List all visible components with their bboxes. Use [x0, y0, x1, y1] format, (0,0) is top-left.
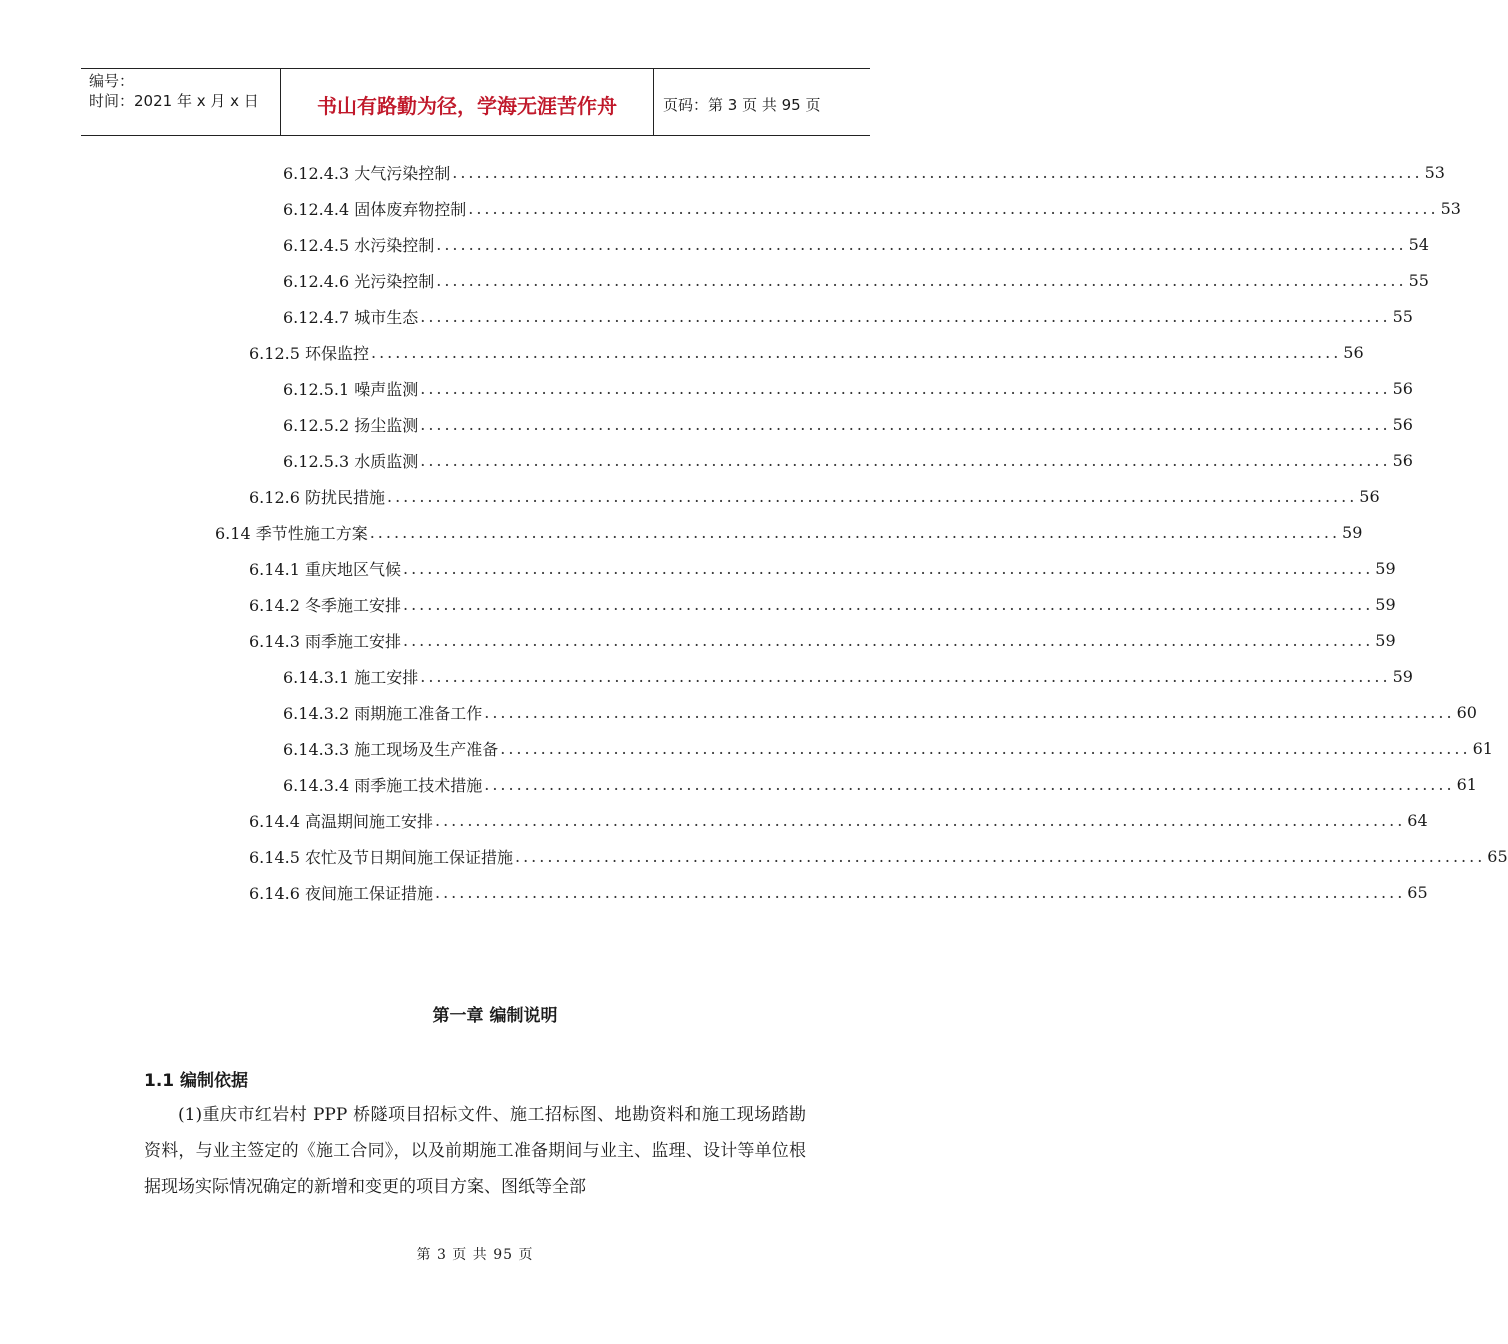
- chapter-title: 第一章 编制说明: [432, 1006, 558, 1026]
- toc-entry-page: 65: [1487, 846, 1508, 866]
- toc-entry-label: 6.14.5 农忙及节日期间施工保证措施: [249, 847, 513, 867]
- toc-leader-dots: ........................................................................................................................: [436, 270, 1407, 290]
- toc-entry[interactable]: [283, 370, 1413, 406]
- toc-entry[interactable]: [283, 262, 1429, 298]
- toc-entry-page: 60: [1456, 702, 1477, 722]
- toc-entry-page: 56: [1392, 378, 1413, 398]
- toc-entry[interactable]: [283, 226, 1429, 262]
- toc-leader-dots: ........................................................................................................................: [420, 306, 1391, 326]
- toc-entry-label: 6.12.5.3 水质监测: [283, 451, 419, 471]
- toc-leader-dots: ........................................................................................................................: [514, 846, 1486, 866]
- header-motto: 书山有路勤为径，学海无涯苦作舟: [281, 69, 654, 135]
- toc-entry[interactable]: [249, 838, 1508, 874]
- toc-leader-dots: ........................................................................................................................: [436, 234, 1407, 254]
- toc-entry[interactable]: [283, 694, 1477, 730]
- toc-leader-dots: ........................................................................................................................: [386, 486, 1358, 506]
- toc-entry-label: 6.14.3 雨季施工安排: [249, 631, 401, 651]
- toc-entry[interactable]: [283, 190, 1461, 226]
- toc-entry-page: 59: [1342, 522, 1363, 542]
- toc-leader-dots: ........................................................................................................................: [500, 738, 1471, 758]
- toc-entry-label: 6.12.6 防扰民措施: [249, 487, 385, 507]
- toc-entry-label: 6.12.4.5 水污染控制: [283, 235, 435, 255]
- toc-entry[interactable]: [283, 406, 1413, 442]
- header-meta: [81, 69, 281, 135]
- toc-leader-dots: ........................................................................................................................: [484, 702, 1455, 722]
- toc-entry[interactable]: [249, 874, 1428, 910]
- toc-entry[interactable]: [249, 550, 1396, 586]
- toc-entry[interactable]: [283, 442, 1413, 478]
- toc-leader-dots: ........................................................................................................................: [420, 666, 1391, 686]
- toc-entry-page: 56: [1343, 342, 1364, 362]
- toc-entry-page: 65: [1407, 882, 1428, 902]
- toc-entry[interactable]: [249, 334, 1364, 370]
- toc-entry-page: 54: [1408, 234, 1429, 254]
- toc-entry-page: 64: [1407, 810, 1428, 830]
- toc-entry[interactable]: [249, 478, 1380, 514]
- toc-entry-label: 6.14.4 高温期间施工安排: [249, 811, 433, 831]
- toc-entry-label: 6.14.3.4 雨季施工技术措施: [283, 775, 483, 795]
- document-header: [81, 68, 870, 136]
- toc-entry[interactable]: [215, 514, 1363, 550]
- code-label: 编号：: [89, 72, 135, 90]
- toc-entry-label: 6.12.4.3 大气污染控制: [283, 163, 451, 183]
- toc-leader-dots: ........................................................................................................................: [434, 810, 1406, 830]
- toc-entry-page: 55: [1392, 306, 1413, 326]
- toc-entry[interactable]: [249, 586, 1396, 622]
- toc-entry[interactable]: [283, 730, 1493, 766]
- toc-leader-dots: ........................................................................................................................: [369, 522, 1341, 542]
- toc-entry-label: 6.14.3.3 施工现场及生产准备: [283, 739, 499, 759]
- toc-entry-label: 6.12.5.1 噪声监测: [283, 379, 419, 399]
- toc-entry-page: 56: [1392, 414, 1413, 434]
- toc-leader-dots: ........................................................................................................................: [420, 450, 1391, 470]
- toc-entry-label: 6.12.4.4 固体废弃物控制: [283, 199, 467, 219]
- toc-entry-label: 6.12.5 环保监控: [249, 343, 369, 363]
- toc-entry-page: 61: [1472, 738, 1493, 758]
- time-label: 时间：2021 年 x 月 x 日: [89, 92, 259, 110]
- toc-entry[interactable]: [283, 766, 1477, 802]
- toc-entry-label: 6.12.4.6 光污染控制: [283, 271, 435, 291]
- toc-entry[interactable]: [249, 802, 1428, 838]
- toc-leader-dots: ........................................................................................................................: [402, 630, 1374, 650]
- page-footer: 第 3 页 共 95 页: [416, 1247, 534, 1263]
- toc-entry-label: 6.14.3.1 施工安排: [283, 667, 419, 687]
- toc-entry-label: 6.14 季节性施工方案: [215, 523, 368, 543]
- toc-leader-dots: ........................................................................................................................: [420, 378, 1391, 398]
- toc-entry-page: 55: [1408, 270, 1429, 290]
- toc-entry-page: 59: [1375, 558, 1396, 578]
- toc-leader-dots: ........................................................................................................................: [402, 558, 1374, 578]
- toc-entry-label: 6.14.1 重庆地区气候: [249, 559, 401, 579]
- toc-entry-page: 53: [1424, 162, 1445, 182]
- toc-leader-dots: ........................................................................................................................: [402, 594, 1374, 614]
- toc-leader-dots: ........................................................................................................................: [468, 198, 1439, 218]
- toc-entry-page: 53: [1440, 198, 1461, 218]
- toc-entry-page: 61: [1456, 774, 1477, 794]
- toc-leader-dots: ........................................................................................................................: [452, 162, 1423, 182]
- header-page-info: 页码：第 3 页 共 95 页: [663, 95, 821, 114]
- toc-entry[interactable]: [283, 658, 1413, 694]
- toc-entry-page: 59: [1392, 666, 1413, 686]
- toc-entry-page: 59: [1375, 594, 1396, 614]
- toc-entry-page: 56: [1359, 486, 1380, 506]
- toc-entry[interactable]: [249, 622, 1396, 658]
- toc-leader-dots: ........................................................................................................................: [484, 774, 1455, 794]
- toc-entry-label: 6.14.3.2 雨期施工准备工作: [283, 703, 483, 723]
- toc-entry[interactable]: [283, 154, 1445, 190]
- body-paragraph: (1)重庆市红岩村 PPP 桥隧项目招标文件、施工招标图、地勘资料和施工现场踏勘资料，与业主签定的《施工合同》，以及前期施工准备期间与业主、监理、设计等单位根据现场实际情况确定的新增和变更的项目方案、图纸等全部: [144, 1105, 806, 1197]
- section-title: 1.1 编制依据: [144, 1071, 249, 1091]
- toc-entry-label: 6.14.6 夜间施工保证措施: [249, 883, 433, 903]
- toc-entry-label: 6.14.2 冬季施工安排: [249, 595, 401, 615]
- toc-entry-page: 59: [1375, 630, 1396, 650]
- toc-entry-label: 6.12.5.2 扬尘监测: [283, 415, 419, 435]
- toc-leader-dots: ........................................................................................................................: [370, 342, 1342, 362]
- toc-entry[interactable]: [283, 298, 1413, 334]
- toc-entry-label: 6.12.4.7 城市生态: [283, 307, 419, 327]
- toc-leader-dots: ........................................................................................................................: [420, 414, 1391, 434]
- toc-leader-dots: ........................................................................................................................: [434, 882, 1406, 902]
- toc-entry-page: 56: [1392, 450, 1413, 470]
